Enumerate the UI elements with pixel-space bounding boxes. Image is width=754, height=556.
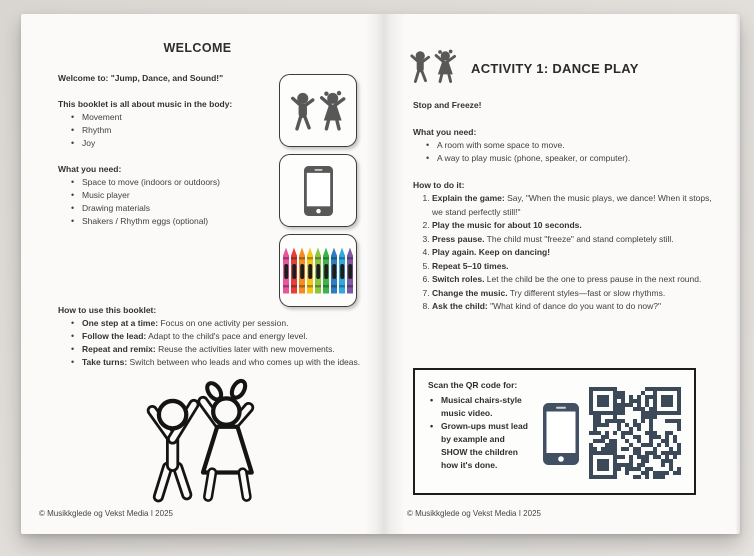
list-item: • Shakers / Rhythm eggs (optional) [69,215,220,228]
list-item: • Grown-ups must lead by example and SHOW the children how it's done. [428,420,532,472]
list-item: • Music player [69,189,220,202]
list-item: • Joy [69,137,122,150]
copyright-footer: © Musikkglede og Vekst Media I 2025 [39,509,173,518]
steps-list [413,192,712,314]
card-dancing-children [279,74,357,147]
list-item: • Musical chairs-style music video. [428,394,532,420]
card-drawing-materials [279,234,357,307]
copyright-footer: © Musikkglede og Vekst Media I 2025 [407,509,541,518]
step-item: 3. Press pause. The child must "freeze" and stand completely still. [432,233,712,247]
list-item: • A way to play music (phone, speaker, or computer). [424,152,630,165]
crayon [339,248,346,294]
crayon [307,248,314,294]
icon-card-column [279,74,357,314]
need-list [424,139,630,165]
list-item: • Space to move (indoors or outdoors) [69,176,220,189]
page-activity-1 [385,14,740,534]
crayon [347,248,354,294]
howto-list [69,317,361,369]
crayon [291,248,298,294]
page-edge [735,14,740,534]
steps-heading: How to do it: [413,180,465,190]
step-item: 8. Ask the child: "What kind of dance do you want to do now?" [432,300,712,314]
list-item: • Take turns: Switch between who leads and who comes up with the ideas. [69,356,361,369]
step-item: 7. Change the music. Try different styles—fast or slow rhythms. [432,287,712,301]
crayon [323,248,330,294]
list-item: • A room with some space to move. [424,139,630,152]
crayons-icon [283,248,354,294]
crayon [283,248,290,294]
list-item: • Repeat and remix: Reuse the activities later with new movements. [69,343,361,356]
qr-code [589,387,681,479]
list-item: • Movement [69,111,122,124]
dancing-children-icon [287,90,349,132]
about-heading: This booklet is all about music in the body: [58,99,233,109]
booklet-spread [21,14,740,534]
page-welcome [21,14,374,534]
dancing-children-lineart [131,374,273,508]
crayon [299,248,306,294]
step-item: 2. Play the music for about 10 seconds. [432,219,712,233]
page-title: ACTIVITY 1: DANCE PLAY [471,61,639,76]
card-music-player [279,154,357,227]
howto-heading: How to use this booklet: [58,305,157,315]
step-item: 4. Play again. Keep on dancing! [432,246,712,260]
qr-info-box [413,368,696,495]
list-item: • Drawing materials [69,202,220,215]
dancing-children-icon [407,49,459,84]
qr-box-list [428,394,532,472]
need-heading: What you need: [413,127,477,137]
qr-box-heading: Scan the QR code for: [428,380,518,390]
welcome-intro: Welcome to: "Jump, Dance, and Sound!" [58,73,224,83]
page-title: WELCOME [163,41,232,55]
about-list [69,111,122,150]
list-item: • Rhythm [69,124,122,137]
need-list [69,176,220,228]
step-item: 5. Repeat 5–10 times. [432,260,712,274]
smartphone-icon [304,166,333,216]
step-item: 1. Explain the game: Say, "When the music plays, we dance! When it stops, we stand perfectly still!" [432,192,712,219]
smartphone-icon [543,402,579,466]
need-heading: What you need: [58,164,122,174]
list-item: • Follow the lead: Adapt to the child's pace and energy level. [69,330,361,343]
step-item: 6. Switch roles. Let the child be the one to press pause in the next round. [432,273,712,287]
activity-subtitle: Stop and Freeze! [413,100,482,110]
list-item: • One step at a time: Focus on one activity per session. [69,317,361,330]
crayon [315,248,322,294]
crayon [331,248,338,294]
